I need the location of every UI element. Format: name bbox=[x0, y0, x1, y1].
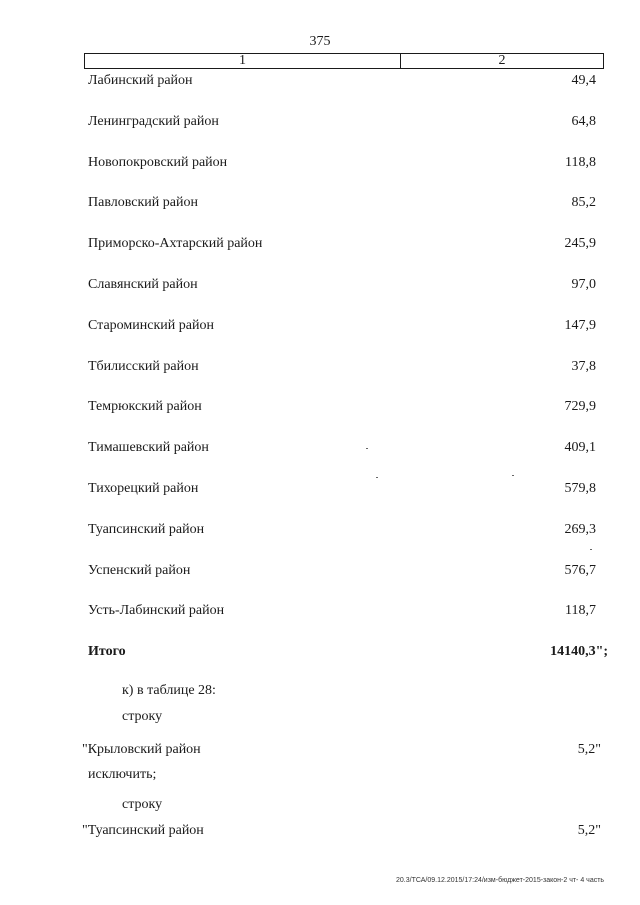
district-value: 97,0 bbox=[571, 276, 596, 292]
district-value: 579,8 bbox=[564, 480, 596, 496]
district-value: 118,8 bbox=[565, 154, 596, 170]
table-row bbox=[88, 71, 596, 112]
district-value: 118,7 bbox=[565, 603, 596, 619]
district-name: Туапсинский район bbox=[88, 521, 205, 537]
table-row bbox=[88, 357, 596, 398]
amendment-line-row-2: строку bbox=[122, 797, 163, 812]
krylovsky-value: 5,2" bbox=[577, 742, 601, 757]
table-row bbox=[88, 275, 596, 316]
district-value: 49,4 bbox=[571, 73, 596, 88]
district-value: 37,8 bbox=[571, 358, 596, 374]
amendment-clause: к) в таблице 28: bbox=[122, 683, 216, 698]
amendment-line-row-1: строку bbox=[122, 709, 163, 724]
district-value: 147,9 bbox=[564, 317, 596, 333]
district-value: 729,9 bbox=[564, 399, 596, 415]
district-name: Приморско-Ахтарский район bbox=[88, 236, 263, 252]
district-value: 245,9 bbox=[564, 236, 596, 252]
page-number: 375 bbox=[309, 34, 331, 49]
table-row bbox=[88, 438, 596, 479]
district-value: 576,7 bbox=[564, 562, 596, 578]
district-name: Тимашевский район bbox=[88, 440, 209, 456]
scan-speck bbox=[376, 477, 378, 478]
total-row bbox=[88, 644, 608, 660]
district-value: 85,2 bbox=[571, 195, 596, 211]
district-name: Лабинский район bbox=[88, 73, 193, 88]
district-name: Усть-Лабинский район bbox=[88, 603, 225, 619]
district-name: Тбилисский район bbox=[88, 358, 199, 374]
district-value: 409,1 bbox=[564, 440, 596, 456]
district-name: Староминский район bbox=[88, 317, 214, 333]
footer-file-path: 20.3/ТСА/09.12.2015/17:24/изм-бюджет-2015-закон-2 чт- 4 часть bbox=[396, 877, 605, 884]
table-row bbox=[88, 561, 596, 602]
amendment-exclude: исключить; bbox=[88, 767, 157, 782]
scan-speck bbox=[590, 549, 592, 550]
table-row bbox=[88, 112, 596, 153]
table-row bbox=[88, 153, 596, 194]
district-value: 269,3 bbox=[564, 521, 596, 537]
scan-speck bbox=[512, 475, 514, 476]
scan-speck bbox=[366, 448, 368, 449]
district-name: Славянский район bbox=[88, 276, 198, 292]
table-row bbox=[88, 479, 596, 520]
district-name: Успенский район bbox=[88, 562, 191, 578]
table-row bbox=[88, 397, 596, 438]
table-row bbox=[88, 520, 596, 561]
total-value: 14140,3"; bbox=[550, 644, 608, 659]
table-body bbox=[88, 71, 596, 642]
district-name: Павловский район bbox=[88, 195, 198, 211]
table-header-col1: 1 bbox=[85, 54, 401, 68]
district-name: Ленинградский район bbox=[88, 113, 219, 129]
table-row bbox=[88, 601, 596, 642]
tuapsinsky-value: 5,2" bbox=[577, 823, 601, 838]
krylovsky-name: "Крыловский район bbox=[82, 742, 201, 757]
district-name: Новопокровский район bbox=[88, 154, 228, 170]
table-row bbox=[88, 193, 596, 234]
table-row bbox=[88, 316, 596, 357]
tuapsinsky-name: "Туапсинский район bbox=[82, 823, 204, 838]
table-row bbox=[88, 234, 596, 275]
table-header-col2: 2 bbox=[498, 53, 506, 68]
district-name: Тихорецкий район bbox=[88, 480, 199, 496]
district-name: Темрюкский район bbox=[88, 399, 202, 415]
table-header bbox=[84, 53, 604, 69]
district-value: 64,8 bbox=[571, 113, 596, 129]
total-label: Итого bbox=[88, 644, 126, 659]
